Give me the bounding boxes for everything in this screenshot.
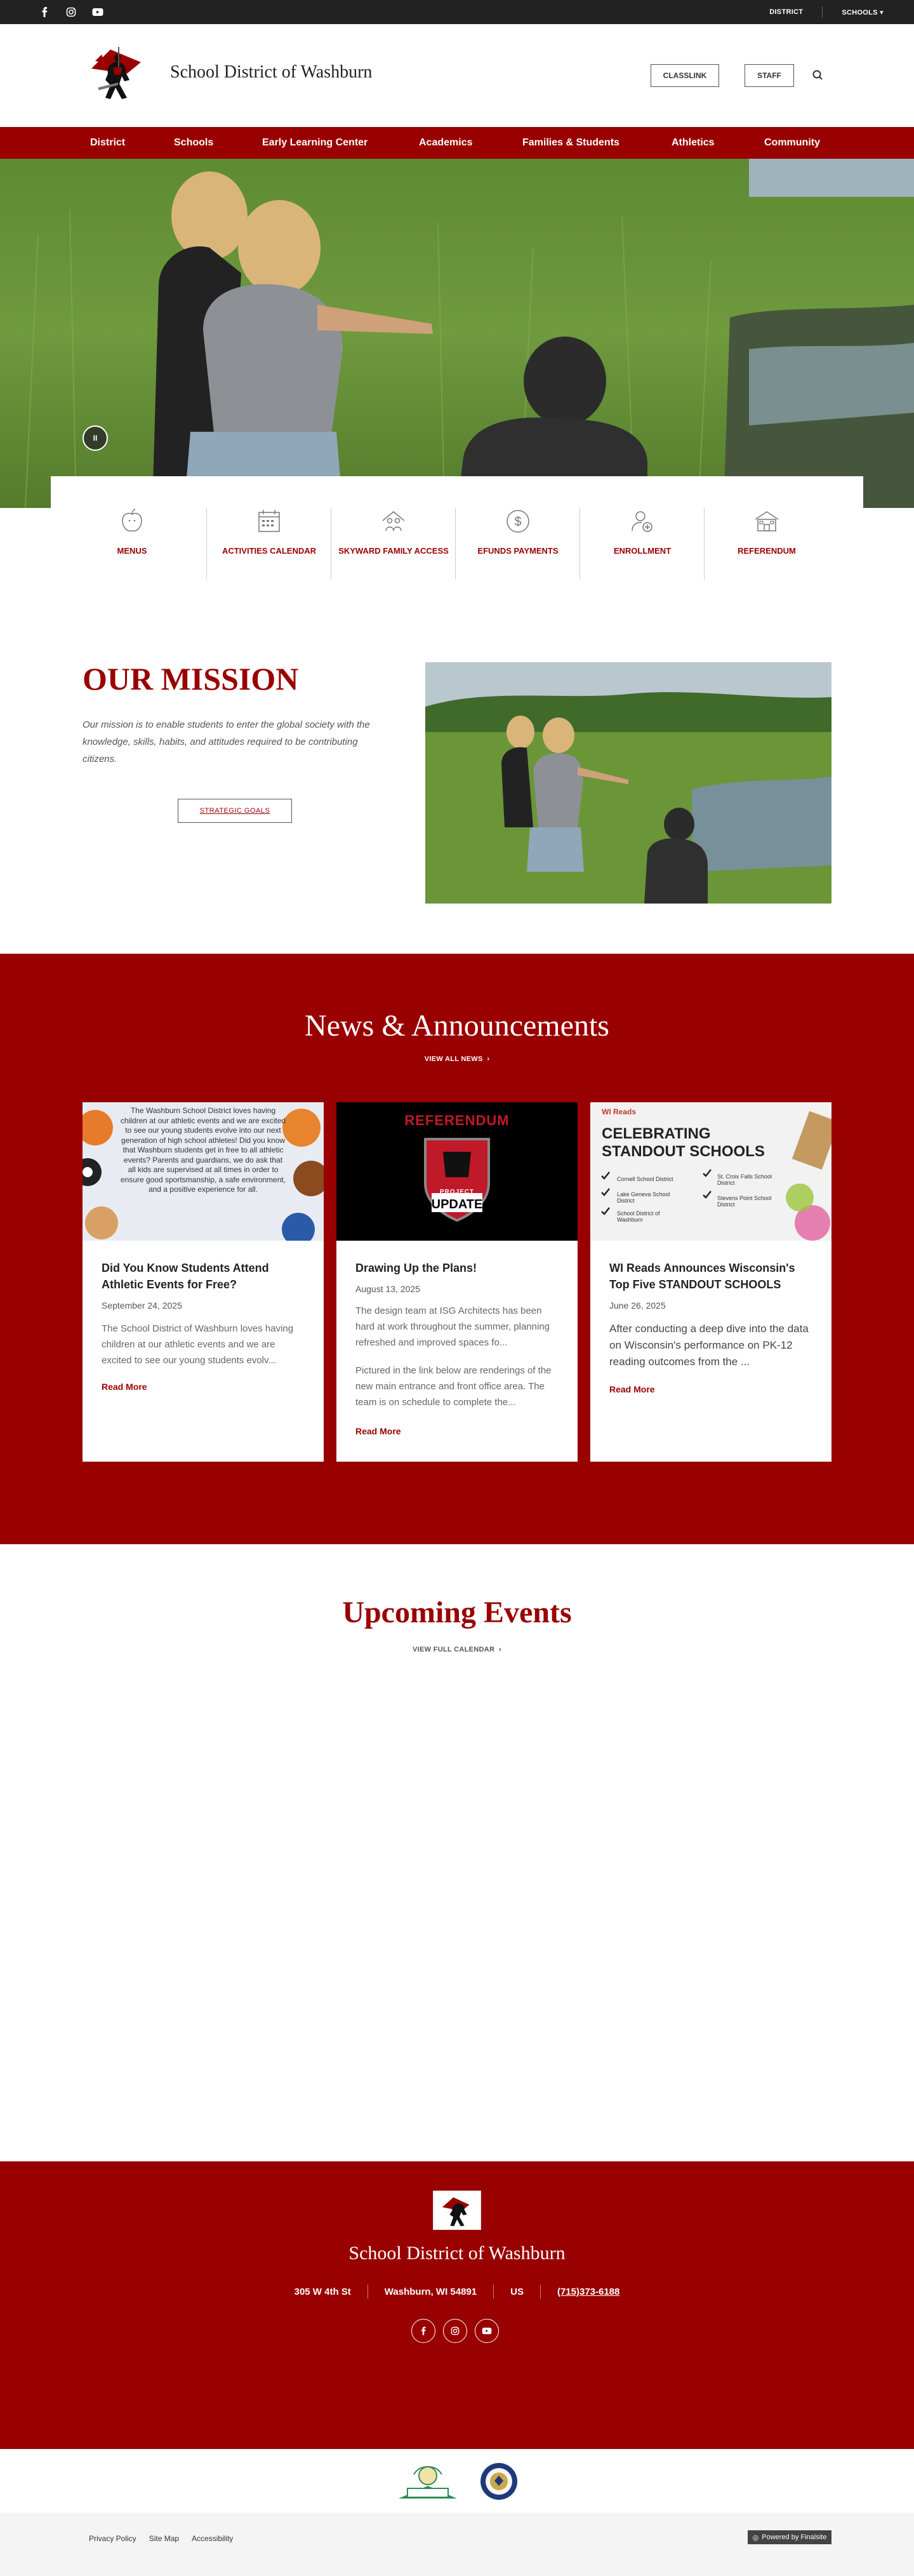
- news-card[interactable]: [83, 1102, 324, 1462]
- privacy-policy-link[interactable]: Privacy Policy: [89, 2534, 136, 2543]
- hero-image: [0, 159, 914, 508]
- site-footer: [0, 2161, 914, 2449]
- dollar-icon: [503, 507, 533, 536]
- main-navigation: [0, 127, 914, 159]
- site-map-link[interactable]: Site Map: [149, 2534, 180, 2543]
- decorative-graphics: [590, 1102, 831, 1241]
- calendar-icon: [255, 507, 284, 536]
- facebook-icon[interactable]: [38, 6, 51, 18]
- news-card-image-text: The Washburn School District loves having children at our athletic events and we are excited to see our young students evolve into our next generation of high school athletes! Did you know that Washburn students get in free to all athletic events? Parents and guardians, we do ask that all kids are supervised at all times in order to ensure good sportsmanship, a safe environment, and a positive experience for all.: [120, 1106, 286, 1194]
- quick-link-label: ACTIVITIES CALENDAR: [222, 546, 317, 556]
- quick-link-referendum[interactable]: [705, 507, 829, 578]
- chevron-right-icon: ›: [484, 1055, 490, 1063]
- utility-divider: [822, 6, 823, 18]
- bottom-bar: [0, 2513, 914, 2576]
- news-card-image: [83, 1102, 324, 1241]
- nav-item-community[interactable]: Community: [764, 137, 820, 148]
- footer-contact-info: [0, 2285, 914, 2299]
- utility-bar: [0, 0, 914, 24]
- quick-link-menus[interactable]: [70, 507, 194, 578]
- standout-list-item: Stevens Point School District: [717, 1195, 772, 1208]
- news-card-title[interactable]: Drawing Up the Plans!: [355, 1262, 477, 1274]
- strategic-goals-button[interactable]: STRATEGIC GOALS: [178, 799, 292, 823]
- news-card-title[interactable]: WI Reads Announces Wisconsin's Top Five STANDOUT SCHOOLS: [609, 1262, 795, 1291]
- nav-item-district[interactable]: District: [90, 137, 126, 148]
- quick-link-label: REFERENDUM: [738, 546, 796, 556]
- news-card-body: The design team at ISG Architects has been hard at work throughout the summer, planning refreshed and improved spaces fo...: [355, 1305, 550, 1348]
- department-seal-icon[interactable]: [479, 2462, 519, 2501]
- user-add-icon: [628, 507, 657, 536]
- news-card-title[interactable]: Did You Know Students Attend Athletic Events for Free?: [102, 1262, 269, 1291]
- footer-city: Washburn, WI 54891: [384, 2286, 477, 2297]
- search-icon[interactable]: [811, 69, 825, 83]
- news-card-date: August 13, 2025: [355, 1284, 420, 1294]
- quick-link-efunds-payments[interactable]: [456, 507, 580, 578]
- hero-pause-button[interactable]: II: [83, 425, 108, 451]
- accreditation-badges: [0, 2449, 914, 2513]
- news-card[interactable]: [590, 1102, 831, 1462]
- quick-link-activities-calendar[interactable]: [207, 507, 331, 578]
- view-full-calendar-link[interactable]: [0, 1646, 914, 1653]
- powered-by-label: Powered by Finalsite: [762, 2533, 827, 2541]
- finalsite-icon: ◎: [752, 2533, 759, 2542]
- update-label: UPDATE: [431, 1198, 483, 1211]
- celebrating-label: CELEBRATING: [602, 1125, 711, 1142]
- nav-item-early-learning-center[interactable]: Early Learning Center: [262, 137, 368, 148]
- mission-image: [425, 662, 831, 904]
- events-title: Upcoming Events: [342, 1596, 572, 1629]
- nav-item-athletics[interactable]: Athletics: [672, 137, 715, 148]
- quick-link-skyward-family-access[interactable]: [331, 507, 456, 578]
- news-title: News & Announcements: [305, 1009, 609, 1043]
- quick-link-enrollment[interactable]: [580, 507, 705, 578]
- news-card-date: September 24, 2025: [102, 1300, 182, 1311]
- site-title[interactable]: School District of Washburn: [170, 62, 373, 82]
- school-building-icon: [752, 507, 781, 536]
- youtube-icon[interactable]: [91, 6, 104, 18]
- news-section: [0, 954, 914, 1544]
- news-card-image: [336, 1102, 578, 1241]
- mission-text: Our mission is to enable students to enter the global society with the knowledge, skills, habits, and attitudes required to be contributing citizens.: [83, 719, 370, 764]
- footer-logo[interactable]: [433, 2191, 481, 2230]
- referendum-logo-text: REFERENDUM: [404, 1112, 510, 1128]
- news-card-image: [590, 1102, 831, 1241]
- read-more-link[interactable]: Read More: [609, 1384, 655, 1394]
- view-full-calendar-label: VIEW FULL CALENDAR: [413, 1646, 495, 1653]
- footer-address: 305 W 4th St: [294, 2286, 351, 2297]
- award-badge-icon[interactable]: [395, 2463, 461, 2502]
- news-card-body: The School District of Washburn loves having children at our athletic events and we are excited to see our young students evolv...: [102, 1323, 294, 1366]
- nav-item-academics[interactable]: Academics: [419, 137, 473, 148]
- standout-list-item: St. Croix Falls School District: [717, 1173, 772, 1186]
- standout-list-item: School District of Washburn: [617, 1210, 660, 1223]
- utility-social-links: [38, 0, 104, 24]
- instagram-icon[interactable]: [443, 2319, 467, 2343]
- quick-link-label: MENUS: [117, 546, 147, 556]
- legal-links: [89, 2534, 233, 2543]
- facebook-icon[interactable]: [411, 2319, 435, 2343]
- read-more-link[interactable]: Read More: [355, 1426, 401, 1436]
- footer-country: US: [510, 2286, 524, 2297]
- hero-controls: [83, 425, 108, 451]
- footer-title: School District of Washburn: [348, 2243, 566, 2264]
- instagram-icon[interactable]: [65, 6, 77, 18]
- standout-list-item: Cornell School District: [617, 1176, 673, 1182]
- nav-item-families-students[interactable]: Families & Students: [522, 137, 619, 148]
- read-more-link[interactable]: Read More: [102, 1382, 147, 1392]
- view-all-news-link[interactable]: [0, 1055, 914, 1063]
- district-logo[interactable]: [83, 43, 156, 107]
- news-card[interactable]: [336, 1102, 578, 1462]
- powered-by-finalsite[interactable]: [748, 2530, 831, 2544]
- svg-text:$: $: [514, 515, 522, 529]
- quick-link-label: ENROLLMENT: [613, 546, 672, 556]
- apple-icon: [117, 507, 147, 536]
- staff-button[interactable]: STAFF: [745, 64, 794, 87]
- district-link[interactable]: DISTRICT: [769, 8, 804, 16]
- standout-list-item: Lake Geneva School District: [617, 1191, 670, 1204]
- footer-social-links: [411, 2319, 499, 2343]
- hero-slideshow: [0, 159, 914, 508]
- news-card-date: June 26, 2025: [609, 1300, 666, 1311]
- quick-links: [51, 476, 863, 591]
- project-label: PROJECT: [439, 1189, 475, 1196]
- news-card-body-continued: Pictured in the link below are renderings of the new main entrance and front office area. The team is on schedule to complete the...: [355, 1365, 552, 1408]
- view-all-news-label: VIEW ALL NEWS: [424, 1055, 483, 1063]
- news-card-body: After conducting a deep dive into the data on Wisconsin's performance on PK-12 reading outcomes from the ...: [609, 1323, 809, 1368]
- standout-schools-label: STANDOUT SCHOOLS: [602, 1143, 765, 1160]
- mission-title: OUR MISSION: [83, 661, 299, 697]
- quick-link-label: SKYWARD FAMILY ACCESS: [338, 546, 449, 556]
- wi-reads-tag: WI Reads: [602, 1107, 637, 1116]
- nav-item-schools[interactable]: Schools: [174, 137, 214, 148]
- footer-phone-link[interactable]: (715)373-6188: [557, 2286, 620, 2297]
- accessibility-link[interactable]: Accessibility: [192, 2534, 234, 2543]
- classlink-button[interactable]: CLASSLINK: [651, 64, 719, 87]
- family-icon: [379, 507, 408, 536]
- site-header: [0, 24, 914, 127]
- youtube-icon[interactable]: [475, 2319, 499, 2343]
- schools-dropdown[interactable]: SCHOOLS ▾: [842, 8, 884, 17]
- chevron-right-icon: ›: [496, 1646, 501, 1653]
- quick-link-label: EFUNDS PAYMENTS: [477, 546, 559, 556]
